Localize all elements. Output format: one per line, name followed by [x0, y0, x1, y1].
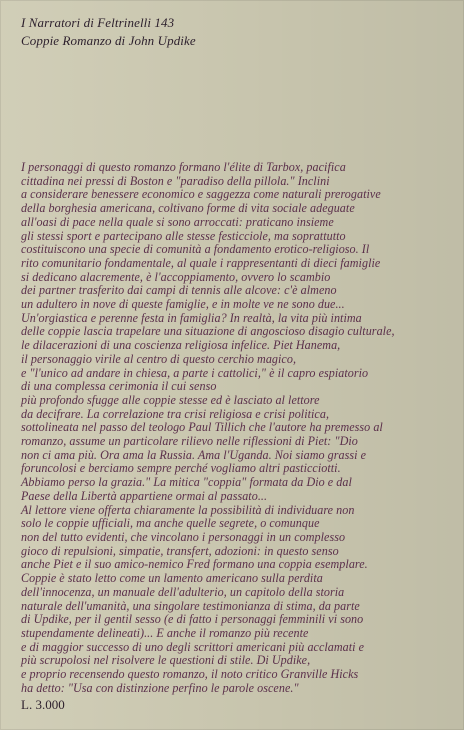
- blurb-text: [21, 161, 444, 695]
- blurb-line: solo le coppie ufficiali, ma anche quelle segrete, o comunque: [21, 516, 320, 531]
- blurb-line: più profondo sfugge alle coppie stesse ed è lasciato al lettore: [21, 392, 320, 407]
- blurb-line: le dilacerazioni di una coscienza religiosa infelice. Piet Hanema,: [21, 338, 341, 353]
- blurb-line: ha detto: "Usa con distinzione perfino le parole oscene.": [21, 680, 299, 695]
- blurb-line: da decifrare. La correlazione tra crisi religiosa e crisi politica,: [21, 406, 330, 421]
- blurb-line: Abbiamo perso la grazia." La mitica "coppia" formata da Dio e dal: [21, 475, 352, 490]
- blurb-line: foruncolosi e berciamo sempre perché vogliamo altri pasticciotti.: [21, 461, 341, 476]
- blurb-line: della borghesia americana, coltivano forme di vita sociale adeguate: [21, 201, 355, 216]
- blurb-line: dell'innocenza, un manuale dell'adulterio, un capitolo della storia: [21, 584, 345, 599]
- series-title: I Narratori di Feltrinelli 143: [21, 15, 175, 30]
- blurb-line: sottolineata nel passo del teologo Paul Tillich che l'autore ha premesso al: [21, 420, 383, 435]
- blurb-line: di una complessa cerimonia il cui senso: [21, 379, 217, 394]
- blurb-line: anche Piet e il suo amico-nemico Fred formano una coppia esemplare.: [21, 557, 368, 572]
- blurb-line: Un'orgiastica e perenne festa in famiglia? In realtà, la vita più intima: [21, 310, 362, 325]
- blurb-line: cittadina nei pressi di Boston e "paradiso della pillola." Inclini: [21, 173, 330, 188]
- blurb-line: gioco di repulsioni, simpatie, transfert, adozioni: in questo senso: [21, 543, 339, 558]
- blurb-line: Paese della Libertà appartiene ormai al passato...: [21, 488, 268, 503]
- blurb-line: a considerare benessere economico e saggezza come naturali prerogative: [21, 187, 381, 202]
- blurb-line: naturale dell'umanità, una singolare testimonianza di stima, da parte: [21, 598, 360, 613]
- blurb-line: e "l'unico ad andare in chiesa, a parte i cattolici," è il capro espiatorio: [21, 365, 369, 380]
- blurb-line: all'oasi di pace nella quale si sono arroccati: praticano insieme: [21, 214, 334, 229]
- blurb-line: dei partner trasferito dai campi di tennis alle alcove: c'è almeno: [21, 283, 337, 298]
- blurb-line: romanzo, assume un particolare rilievo nelle riflessioni di Piet: "Dio: [21, 434, 358, 449]
- blurb-line: si dedicano alacremente, è l'accoppiamento, ovvero lo scambio: [21, 269, 331, 284]
- blurb-line: gli stessi sport e partecipano alle stesse festicciole, ma soprattutto: [21, 228, 346, 243]
- book-title-author: Coppie Romanzo di John Updike: [21, 33, 196, 48]
- blurb-line: I personaggi di questo romanzo formano l'élite di Tarbox, pacifica: [21, 160, 346, 174]
- blurb-line: più scrupolosi nel risolvere le questioni di stile. Di Updike,: [21, 653, 311, 668]
- blurb-line: rito comunitario fondamentale, al quale i rappresentanti di dieci famiglie: [21, 255, 381, 270]
- price-label: L. 3.000: [21, 697, 65, 712]
- blurb-line: un adultero in nove di queste famiglie, e in molte ve ne sono due...: [21, 297, 345, 312]
- blurb-line: il personaggio virile al centro di questo cerchio magico,: [21, 351, 297, 366]
- blurb-line: stupendamente delineati)... E anche il romanzo più recente: [21, 625, 309, 640]
- blurb-line: non del tutto evidenti, che vincolano i personaggi in un complesso: [21, 529, 346, 544]
- blurb-line: e di maggior successo di uno degli scrittori americani più acclamati e: [21, 639, 365, 654]
- blurb-line: non ci ama più. Ora ama la Russia. Ama l'Uganda. Noi siamo grassi e: [21, 447, 367, 462]
- series-header: [21, 14, 196, 50]
- blurb-line: Al lettore viene offerta chiaramente la possibilità di individuare non: [21, 502, 355, 517]
- blurb-line: delle coppie lascia trapelare una situazione di angoscioso disagio culturale,: [21, 324, 395, 339]
- blurb-line: Coppie è stato letto come un lamento americano sulla perdita: [21, 571, 323, 586]
- blurb-line: e proprio recensendo questo romanzo, il noto critico Granville Hicks: [21, 667, 359, 682]
- blurb-line: costituiscono una specie di comunità a fondamento erotico-religioso. Il: [21, 242, 370, 257]
- blurb-line: di Updike, per il gentil sesso (e di fatto i personaggi femminili vi sono: [21, 612, 364, 627]
